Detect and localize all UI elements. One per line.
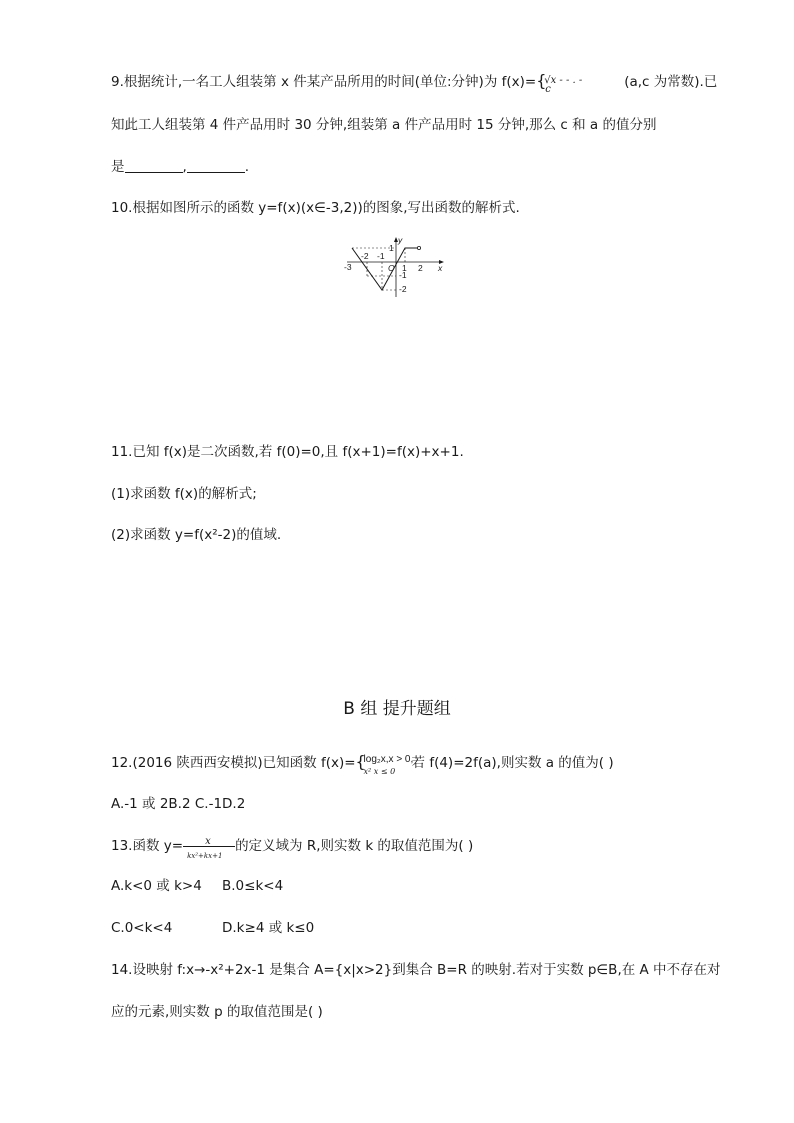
q13-option-a: A.k<0 或 k>4 [111,878,202,894]
tick-label-1: 1 [402,263,407,273]
q9-text-a: 9.根据统计,一名工人组装第 x 件某产品所用的时间(单位:分钟)为 f(x)= [111,74,537,90]
q12-piecewise-bottom: x² x ≤ 0 [363,767,396,776]
answer-blank-c[interactable] [125,159,183,173]
q12-piecewise-top: log₂x,x > 0, [363,754,414,765]
q11-stem: 11.已知 f(x)是二次函数,若 f(0)=0,且 f(x+1)=f(x)+x+1. [111,444,464,460]
q12-line [111,752,614,776]
y-tick-label-neg1: -1 [399,270,407,280]
q12-piecewise: { log₂x,x > 0, x² x ≤ 0 [356,754,412,772]
tick-label-2: 2 [418,263,423,273]
q10-text: 10.根据如图所示的函数 y=f(x)(x∈-3,2))的图象,写出函数的解析式. [111,200,520,216]
q9-piecewise-bottom: c [545,84,551,95]
open-endpoint [417,246,420,249]
q13-text-a: 13.函数 y= [111,838,184,854]
q13-fraction [183,836,235,860]
function-graph [343,233,448,299]
tick-label-neg1: -1 [377,251,385,261]
q12-text-a: 12.(2016 陕西西安模拟)已知函数 f(x)= [111,755,356,771]
q9-line-1 [111,71,718,95]
q13-denominator: kx²+kx+1 [187,852,223,860]
q13-option-d: D.k≥4 或 k≤0 [222,920,315,936]
answer-blank-a[interactable] [187,159,245,173]
origin-label: O [388,263,395,273]
q9-line-2: 知此工人组装第 4 件产品用时 30 分钟,组装第 a 件产品用时 15 分钟,那么 c 和 a 的值分别 [111,117,657,133]
q14-line-1: 14.设映射 f:x→-x²+2x-1 是集合 A={x|x>2}到集合 B=R 的映射.若对于实数 p∈B,在 A 中不存在对 [111,962,721,978]
q12-options: A.-1 或 2B.2 C.-1D.2 [111,796,246,812]
q9-comma: , [182,159,187,175]
y-tick-label-neg2: -2 [399,284,407,294]
tick-label-neg3: -3 [344,262,352,272]
q13-option-c: C.0<k<4 [111,920,173,936]
y-tick-label-1: 1 [389,243,394,253]
q13-text-b: 的定义域为 R,则实数 k 的取值范围为( ) [235,838,474,854]
y-axis-label: y [398,235,403,245]
q9-line-3 [111,158,249,176]
q9-text-b: (a,c 为常数).已 [624,74,718,90]
q13-numerator: x [205,836,211,847]
q9-text-shi: 是 [111,159,125,175]
q9-piecewise-top: √x - - . - [544,75,583,86]
q9-period: . [244,159,250,175]
tick-label-neg2: -2 [361,251,369,261]
q11-part-1: (1)求函数 f(x)的解析式; [111,486,257,502]
q11-part-2: (2)求函数 y=f(x²-2)的值域. [111,527,282,543]
q12-text-b: 若 f(4)=2f(a),则实数 a 的值为( ) [411,755,614,771]
q14-line-2: 应的元素,则实数 p 的取值范围是( ) [111,1004,323,1020]
q9-piecewise: { √x - - . - c [536,73,624,91]
q13-option-b: B.0≤k<4 [222,878,284,894]
section-title: B 组 提升题组 [343,699,451,719]
x-axis-label: x [438,263,443,273]
q13-line [111,836,474,860]
